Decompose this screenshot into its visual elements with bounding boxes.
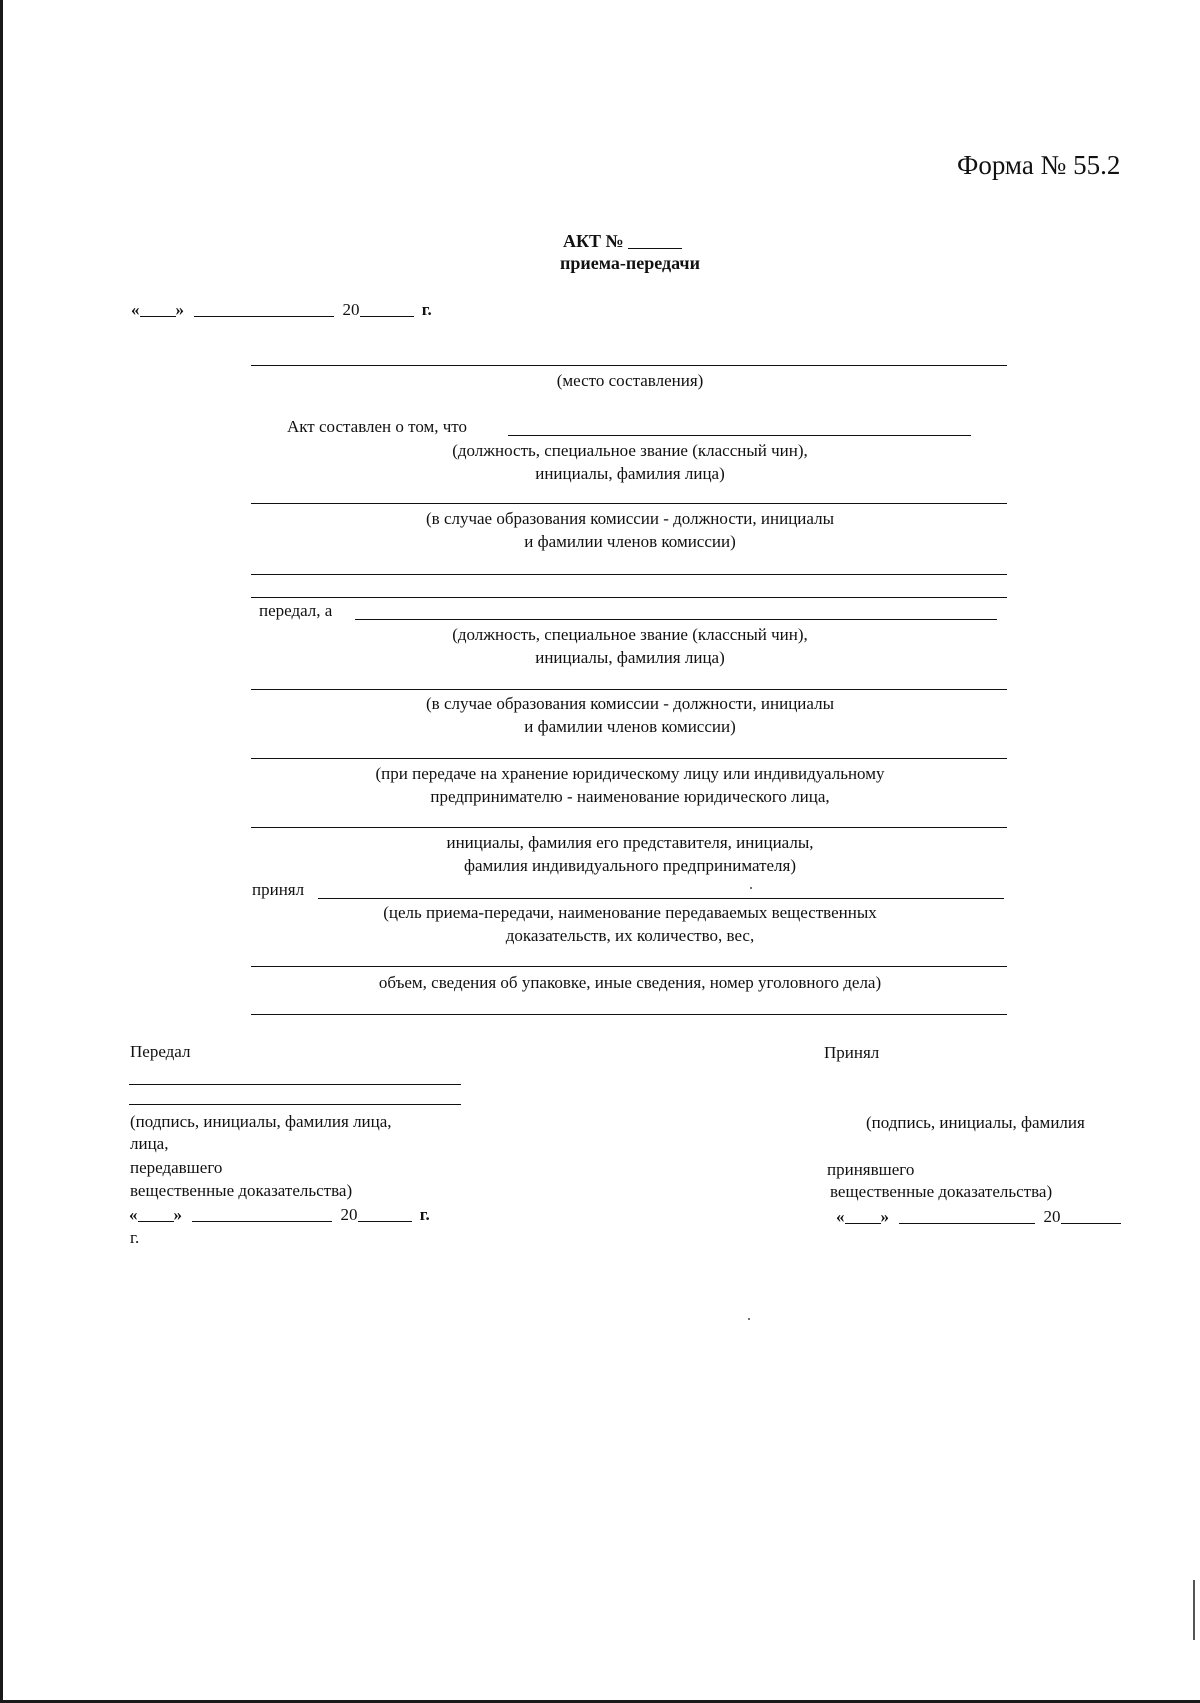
signature-right-open-quote: « — [836, 1207, 845, 1226]
act-title — [563, 230, 682, 252]
signature-left-trailing: г. — [130, 1228, 140, 1247]
act-subject-field-line[interactable] — [508, 435, 971, 436]
signature-right-caption-2: принявшего — [827, 1160, 915, 1179]
signature-left-caption-2: лица, — [130, 1134, 169, 1153]
accepted-field-line[interactable] — [318, 898, 1004, 899]
date-day-field[interactable] — [140, 299, 176, 317]
caption-commission-2a: (в случае образования комиссии - должности, инициалы — [426, 694, 834, 713]
caption-storage-b: предпринимателю - наименование юридического лица, — [430, 787, 830, 806]
scan-mark-right — [1193, 1580, 1195, 1640]
signature-left-year-field[interactable] — [358, 1204, 412, 1222]
signature-left-caption-1: (подпись, инициалы, фамилия лица, — [130, 1112, 392, 1131]
caption-commission-1a: (в случае образования комиссии - должности, инициалы — [426, 509, 834, 528]
date-year-suffix: г. — [421, 300, 432, 319]
caption-purpose-a: (цель приема-передачи, наименование передаваемых вещественных — [383, 903, 877, 922]
blank-field-line-2[interactable] — [251, 597, 1007, 598]
accepted-label: принял — [252, 880, 305, 899]
signature-right-caption-3: вещественные доказательства) — [830, 1182, 1053, 1201]
signature-left-caption-4: вещественные доказательства) — [130, 1181, 353, 1200]
caption-position-1a: (должность, специальное звание (классный чин), — [452, 441, 808, 460]
signature-left-date — [129, 1204, 430, 1225]
act-title-text: АКТ № — [563, 231, 624, 251]
caption-position-2b: инициалы, фамилия лица) — [535, 648, 725, 667]
signature-left-day-field[interactable] — [138, 1204, 174, 1222]
caption-position-1b: инициалы, фамилия лица) — [535, 464, 725, 483]
signature-right-day-field[interactable] — [845, 1206, 881, 1224]
caption-storage-c: инициалы, фамилия его представителя, инициалы, — [446, 833, 814, 852]
signature-right-month-field[interactable] — [899, 1206, 1035, 1224]
act-number-field[interactable] — [628, 230, 682, 249]
date-month-field[interactable] — [194, 299, 334, 317]
purpose-field-line-1[interactable] — [251, 966, 1007, 967]
transferred-field-line[interactable] — [355, 619, 997, 620]
place-field-line[interactable] — [251, 365, 1007, 366]
scan-speck — [748, 1318, 750, 1320]
signature-left-heading: Передал — [130, 1042, 191, 1061]
signature-left-field-line-2[interactable] — [129, 1104, 461, 1105]
signature-right-year-field[interactable] — [1061, 1206, 1121, 1224]
signature-left-month-field[interactable] — [192, 1204, 332, 1222]
scan-speck — [750, 887, 752, 889]
signature-left-field-line-1[interactable] — [129, 1084, 461, 1085]
blank-field-line-1[interactable] — [251, 574, 1007, 575]
signature-right-date — [836, 1206, 1121, 1227]
storage-field-line-1[interactable] — [251, 758, 1007, 759]
signature-left-year-prefix: 20 — [340, 1205, 358, 1224]
commission-1-field-line[interactable] — [251, 503, 1007, 504]
signature-right-caption-1: (подпись, инициалы, фамилия — [866, 1113, 1085, 1132]
transferred-label: передал, а — [259, 601, 333, 620]
storage-field-line-2[interactable] — [251, 827, 1007, 828]
scan-edge-left — [0, 0, 3, 1703]
place-caption: (место составления) — [556, 371, 704, 390]
caption-storage-d: фамилия индивидуального предпринимателя) — [463, 856, 797, 875]
signature-left-caption-3: передавшего — [130, 1158, 223, 1177]
signature-right-heading: Принял — [824, 1043, 880, 1062]
caption-position-2a: (должность, специальное звание (классный чин), — [452, 625, 808, 644]
date-year-prefix: 20 — [342, 300, 360, 319]
signature-right-year-prefix: 20 — [1043, 1207, 1061, 1226]
caption-purpose-b: доказательств, их количество, вес, — [505, 926, 755, 945]
date-open-quote: « — [131, 300, 140, 319]
caption-storage-a: (при передаче на хранение юридическому лицу или индивидуальному — [375, 764, 885, 783]
date-close-quote: » — [175, 300, 184, 319]
caption-commission-2b: и фамилии членов комиссии) — [524, 717, 736, 736]
signature-left-year-suffix: г. — [419, 1205, 430, 1224]
act-subtitle: приема-передачи — [560, 253, 700, 273]
form-number: Форма № 55.2 — [957, 150, 1121, 180]
date-line — [131, 299, 432, 320]
caption-purpose-c: объем, сведения об упаковке, иные сведения, номер уголовного дела) — [378, 973, 882, 992]
commission-2-field-line[interactable] — [251, 689, 1007, 690]
signature-left-open-quote: « — [129, 1205, 138, 1224]
signature-right-close-quote: » — [880, 1207, 889, 1226]
purpose-field-line-2[interactable] — [251, 1014, 1007, 1015]
date-year-field[interactable] — [360, 299, 414, 317]
signature-left-close-quote: » — [173, 1205, 182, 1224]
caption-commission-1b: и фамилии членов комиссии) — [524, 532, 736, 551]
act-intro-label: Акт составлен о том, что — [287, 417, 468, 436]
